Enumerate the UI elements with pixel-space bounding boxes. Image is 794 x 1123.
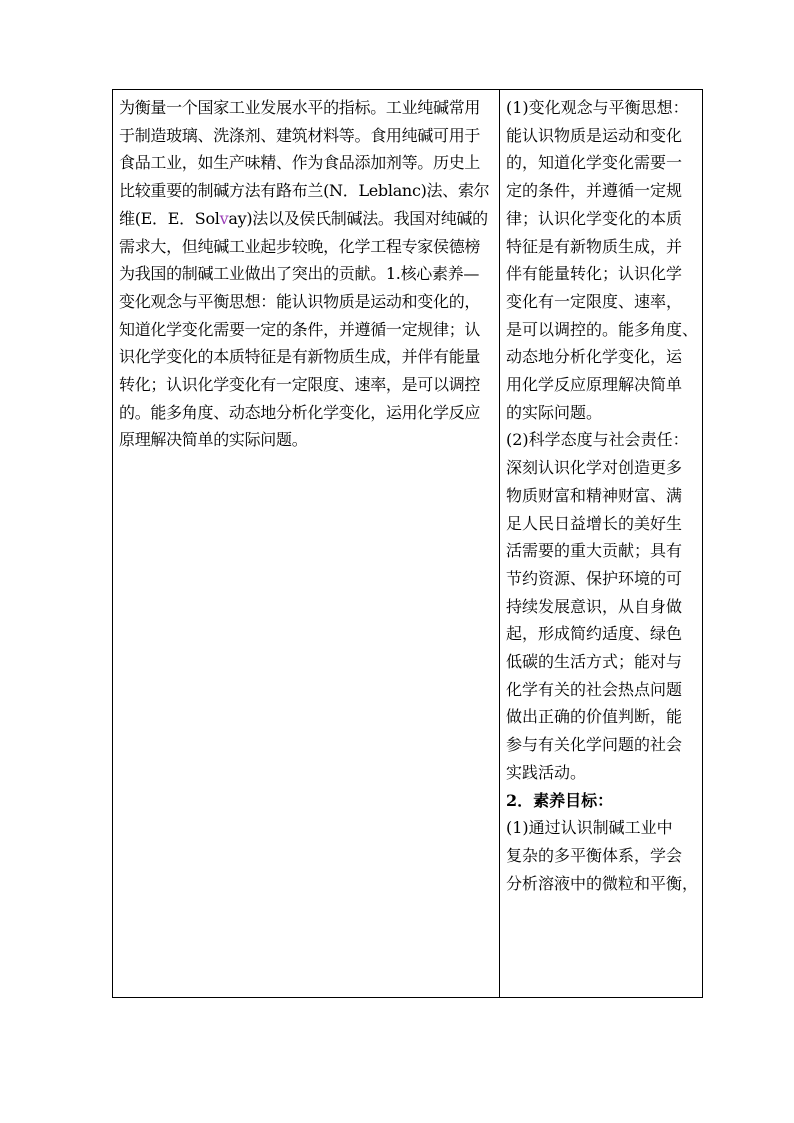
text-line: 物质财富和精神财富、满: [506, 485, 683, 505]
text-line: 做出正确的价值判断，能: [506, 707, 683, 727]
text-line: 需求大，但纯碱工业起步较晚，化学工程专家侯德榜: [119, 236, 481, 256]
text-line: 复杂的多平衡体系，学会: [506, 845, 683, 865]
text-fragment: ay)法以及侯氏制碱法。我国对纯碱的: [228, 208, 488, 228]
text-line: 特征是有新物质生成，并: [506, 236, 683, 256]
text-fragment: 维(E．E．Sol: [119, 208, 220, 228]
text-line: (1)通过认识制碱工业中: [506, 818, 673, 838]
text-line: 实践活动。: [506, 762, 587, 782]
text-line: 变化有一定限度、速率，: [506, 291, 683, 311]
text-line: 动态地分析化学变化，运: [506, 347, 683, 367]
text-line: 低碳的生活方式；能对与: [506, 652, 683, 672]
left-cell: [113, 90, 500, 998]
text-line: 律；认识化学变化的本质: [506, 208, 683, 228]
right-cell: [500, 90, 703, 998]
text-line: 为我国的制碱工业做出了突出的贡献。1.核心素养—: [119, 264, 480, 284]
text-line: 活需要的重大贡献；具有: [506, 541, 683, 561]
content-table: [112, 89, 703, 998]
text-line: 的实际问题。: [506, 402, 603, 422]
text-line: 起，形成简约适度、绿色: [506, 624, 683, 644]
text-line: 化学有关的社会热点问题: [506, 679, 683, 699]
text-line: (1)变化观念与平衡思想：: [506, 98, 689, 117]
text-line: [119, 205, 493, 233]
text-line: 分析溶液中的微粒和平衡，: [506, 873, 699, 893]
text-line: 深刻认识化学对创造更多: [506, 458, 683, 478]
text-line: 知道化学变化需要一定的条件，并遵循一定规律；认: [119, 319, 481, 339]
section-heading: 2．素养目标：: [506, 790, 614, 810]
text-line: 识化学变化的本质特征是有新物质生成，并伴有能量: [119, 347, 481, 367]
text-line: 比较重要的制碱方法有路布兰(N．Leblanc)法、索尔: [119, 181, 490, 201]
text-line: 转化；认识化学变化有一定限度、速率，是可以调控: [119, 375, 481, 395]
text-line: 能认识物质是运动和变化: [506, 125, 683, 145]
text-line: 足人民日益增长的美好生: [506, 513, 683, 533]
text-line: 的，知道化学变化需要一: [506, 153, 683, 173]
text-line: 变化观念与平衡思想：能认识物质是运动和变化的，: [119, 291, 481, 311]
text-line: 持续发展意识，从自身做: [506, 596, 683, 616]
text-line: 为衡量一个国家工业发展水平的指标。工业纯碱常用: [119, 98, 481, 117]
text-line: 伴有能量转化；认识化学: [506, 264, 683, 284]
text-line: 用化学反应原理解决简单: [506, 375, 683, 395]
highlighted-letter: v: [219, 208, 229, 228]
text-line: 参与有关化学问题的社会: [506, 735, 683, 755]
text-line: 于制造玻璃、洗涤剂、建筑材料等。食用纯碱可用于: [119, 125, 481, 145]
text-line: (2)科学态度与社会责任：: [506, 430, 689, 450]
text-line: 的。能多角度、动态地分析化学变化，运用化学反应: [119, 402, 481, 422]
text-line: 是可以调控的。能多角度、: [506, 319, 699, 339]
text-line: 节约资源、保护环境的可: [506, 568, 683, 588]
text-line: 定的条件，并遵循一定规: [506, 181, 683, 201]
text-line: 食品工业，如生产味精、作为食品添加剂等。历史上: [119, 153, 481, 173]
text-line: 原理解决简单的实际问题。: [119, 430, 308, 450]
table-row: [113, 90, 703, 998]
left-cell-text: [119, 94, 493, 454]
